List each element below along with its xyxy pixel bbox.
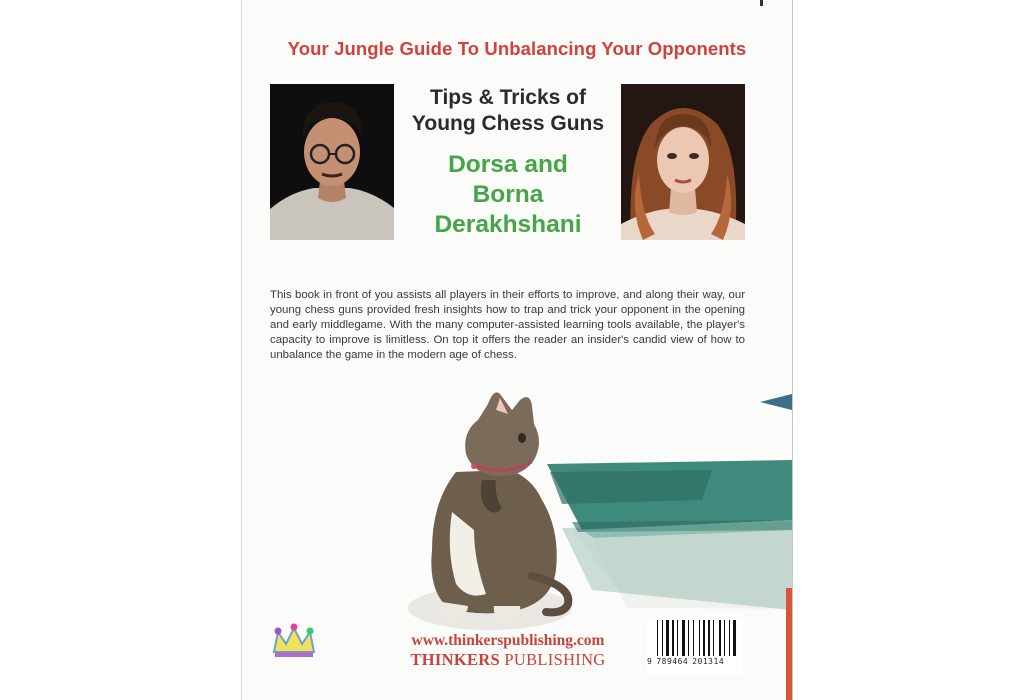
scan-corner-mark (760, 0, 763, 6)
publisher-name-bold: THINKERS (410, 650, 500, 669)
isbn-prefix: 9 (647, 657, 653, 666)
author-photo-dorsa (621, 84, 745, 240)
isbn-group-1: 789464 (656, 657, 689, 666)
isbn-number (647, 657, 743, 666)
crown-logo-icon (270, 622, 318, 664)
tagline: Your Jungle Guide To Unbalancing Your Opponents (287, 38, 747, 59)
author-names (392, 150, 624, 240)
author-line-3: Derakhshani (434, 211, 582, 238)
back-cover-blurb: This book in front of you assists all players in their efforts to improve, and along their way, our young chess guns provided fresh insights how to trap and trick your opponent in the opening and early middlegame. With the many computer-assisted learning tools available, the player's capacity to improve is limitless. On top it offers the reader an insider's candid view of how to unbalance the game in the modern age of chess. (270, 289, 745, 361)
spine-edge-strip (786, 588, 792, 700)
publisher-name-rest: PUBLISHING (500, 650, 606, 669)
isbn-group-2: 201314 (692, 657, 725, 666)
book-title (392, 85, 624, 137)
book-title-line-2: Young Chess Guns (411, 112, 605, 135)
publisher-website-link[interactable]: www.thinkerspublishing.com (411, 632, 605, 649)
publisher-name (392, 650, 624, 670)
book-title-line-1: Tips & Tricks of (430, 86, 586, 109)
author-photo-borna (270, 84, 394, 240)
author-line-1: Dorsa and (448, 151, 568, 178)
author-line-2: Borna (472, 181, 544, 208)
book-back-cover (241, 0, 793, 700)
